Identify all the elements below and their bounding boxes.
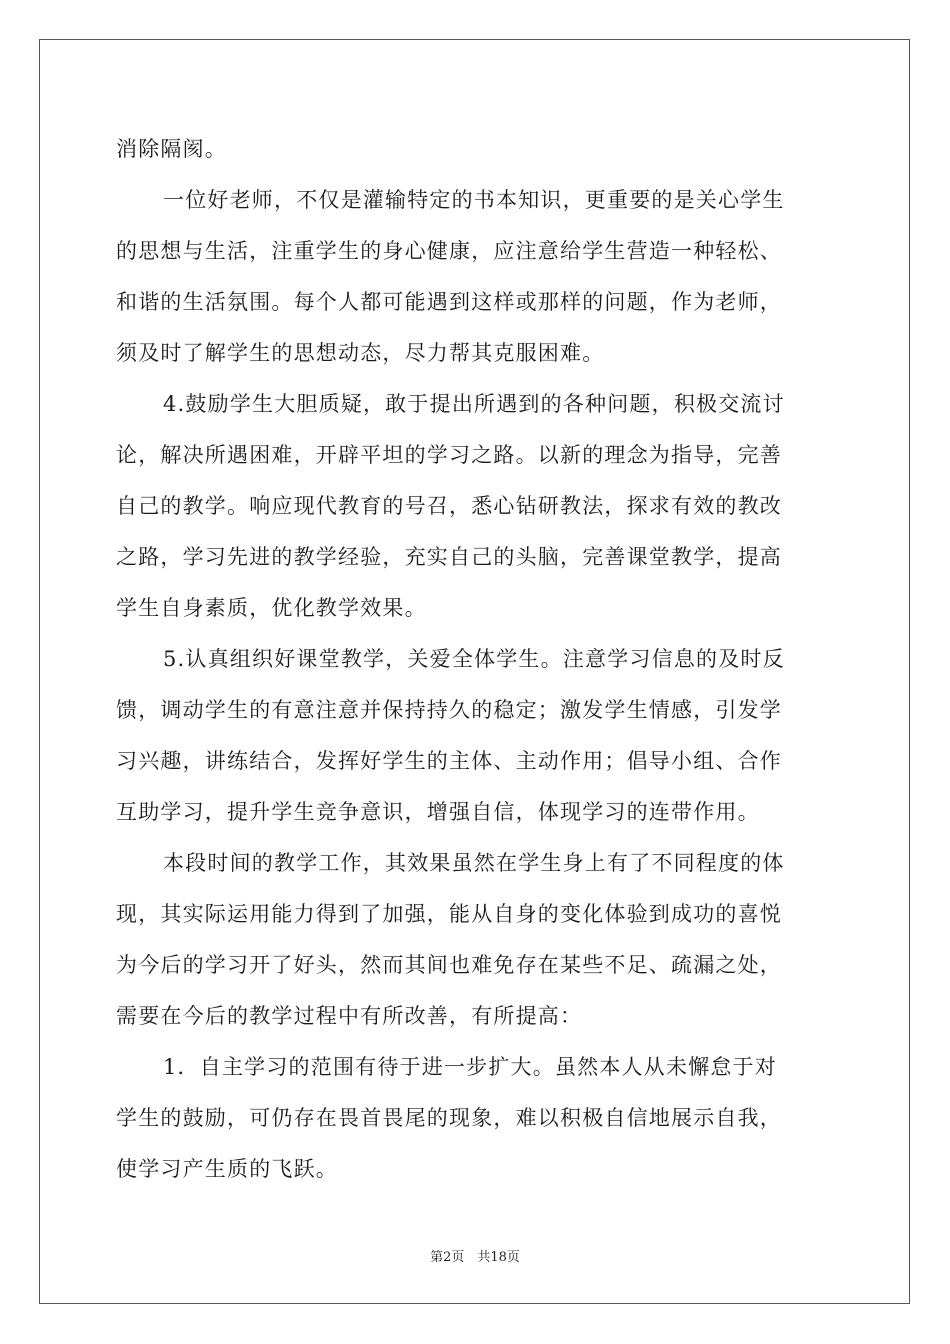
text-line: 5.认真组织好课堂教学，关爱全体学生。注意学习信息的及时反 xyxy=(163,647,785,671)
text-line: 和谐的生活氛围。每个人都可能遇到这样或那样的问题，作为老师， xyxy=(116,290,782,314)
text-line: 现，其实际运用能力得到了加强，能从自身的变化体验到成功的喜悦 xyxy=(116,902,782,926)
text-line: 消除隔阂。 xyxy=(116,137,227,161)
text-line: 馈，调动学生的有意注意并保持持久的稳定；激发学生情感，引发学 xyxy=(116,698,782,722)
text-line: 需要在今后的教学过程中有所改善，有所提高： xyxy=(116,1004,583,1028)
text-line: 本段时间的教学工作，其效果虽然在学生身上有了不同程度的体 xyxy=(163,851,785,875)
text-line: 之路，学习先进的教学经验，充实自己的头脑，完善课堂教学，提高 xyxy=(116,545,782,569)
page-number-footer: 第2页 共18页 xyxy=(430,1250,520,1265)
text-line: 学生的鼓励，可仍存在畏首畏尾的现象，难以积极自信地展示自我， xyxy=(116,1106,782,1130)
text-line: 习兴趣，讲练结合，发挥好学生的主体、主动作用；倡导小组、合作 xyxy=(116,749,782,773)
text-line: 须及时了解学生的思想动态，尽力帮其克服困难。 xyxy=(116,341,605,365)
text-line: 使学习产生质的飞跃。 xyxy=(116,1157,338,1181)
text-line: 一位好老师，不仅是灌输特定的书本知识，更重要的是关心学生 xyxy=(163,188,785,212)
text-line: 学生自身素质，优化教学效果。 xyxy=(116,596,427,620)
document-body xyxy=(116,124,832,1195)
text-line: 4.鼓励学生大胆质疑，敢于提出所遇到的各种问题，积极交流讨 xyxy=(163,392,785,416)
text-line: 1．自主学习的范围有待于进一步扩大。虽然本人从未懈怠于对 xyxy=(163,1055,777,1079)
text-line: 的思想与生活，注重学生的身心健康，应注意给学生营造一种轻松、 xyxy=(116,239,782,263)
text-line: 互助学习，提升学生竞争意识，增强自信，体现学习的连带作用。 xyxy=(116,800,760,824)
text-line: 论，解决所遇困难，开辟平坦的学习之路。以新的理念为指导，完善 xyxy=(116,443,782,467)
text-line: 为今后的学习开了好头，然而其间也难免存在某些不足、疏漏之处， xyxy=(116,953,782,977)
text-line: 自己的教学。响应现代教育的号召，悉心钻研教法，探求有效的教改 xyxy=(116,494,782,518)
